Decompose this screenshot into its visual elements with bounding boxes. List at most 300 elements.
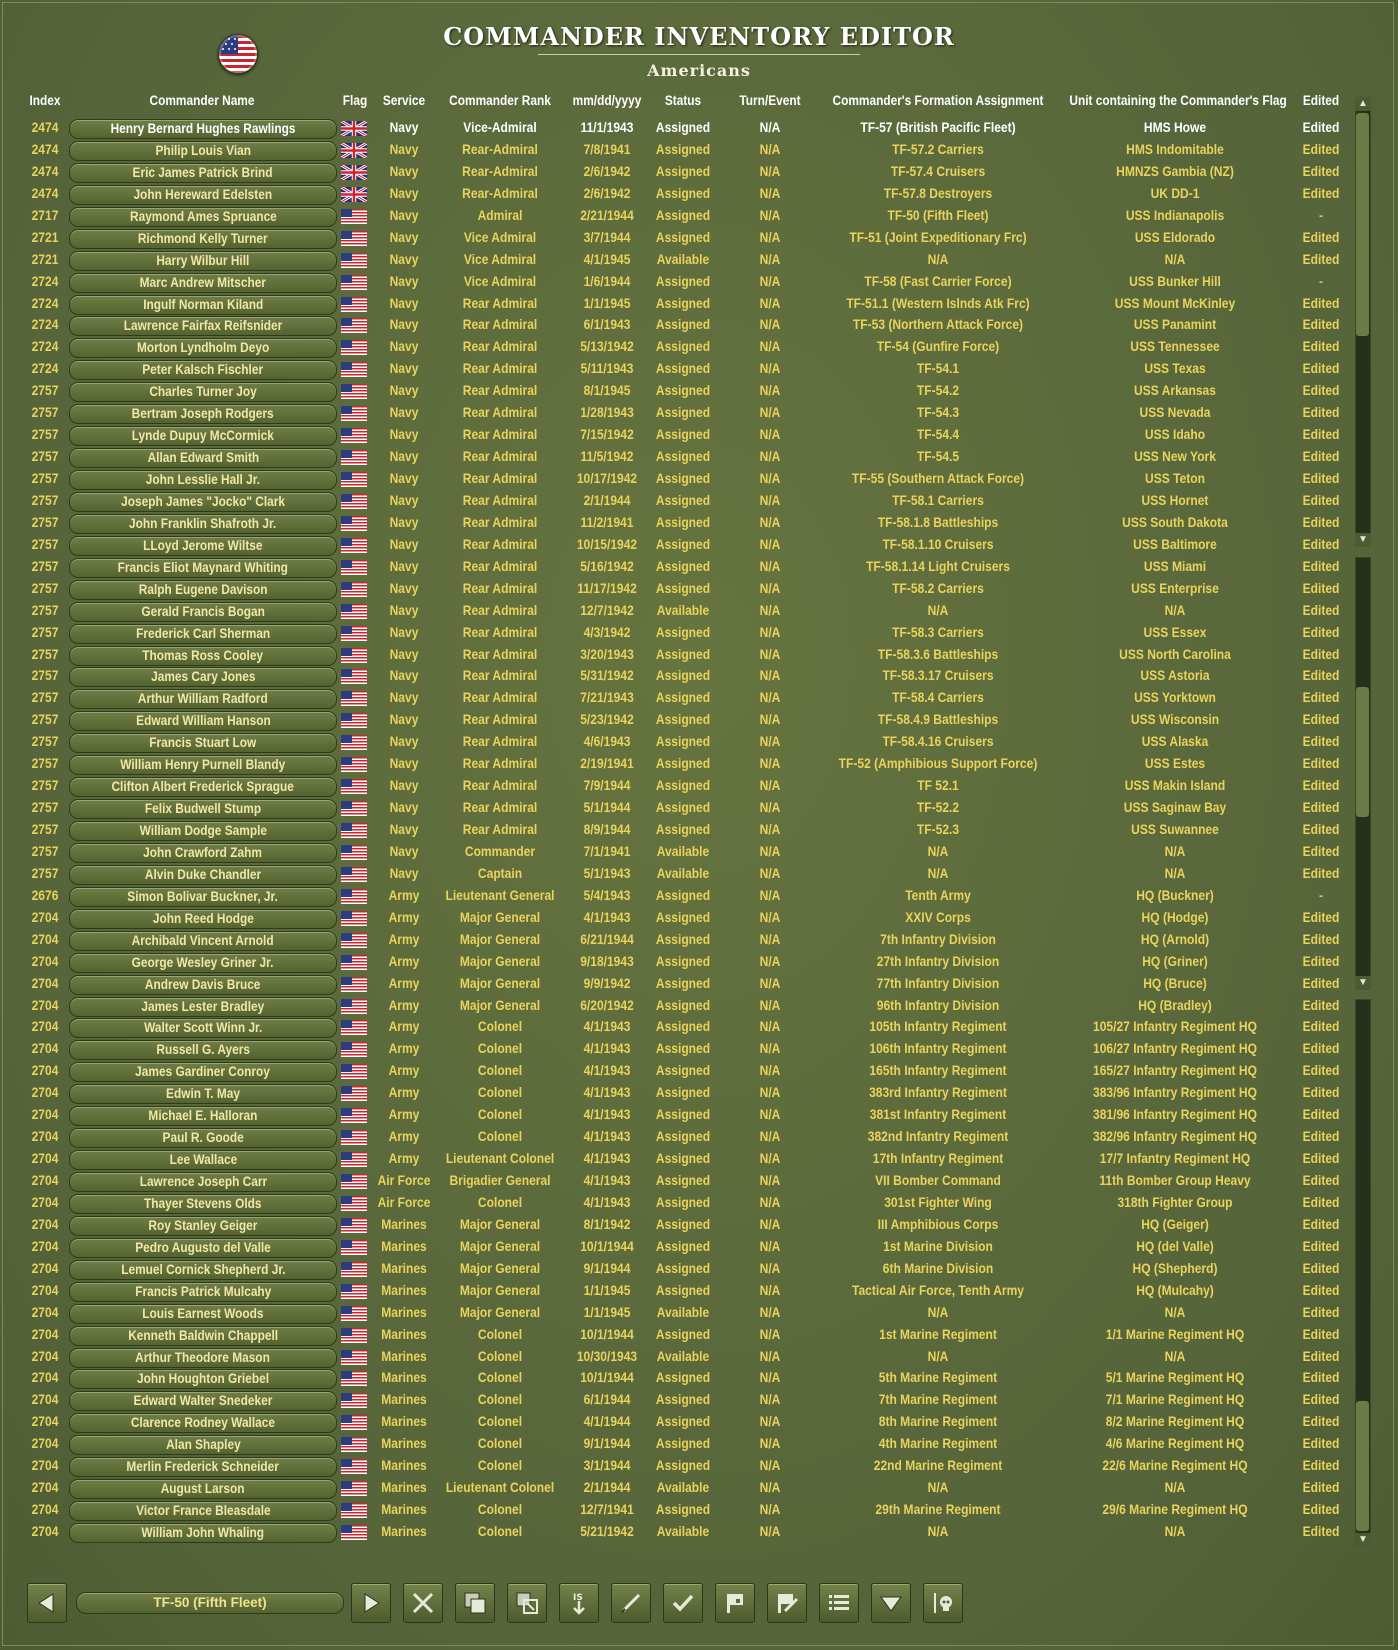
turn-cell: N/A	[759, 1128, 781, 1145]
commander-name-button[interactable]	[69, 1238, 337, 1258]
date-cell: 2/1/1944	[583, 1479, 631, 1496]
table-row[interactable]	[0, 358, 1360, 380]
scroll-down-icon[interactable]: ▼	[1355, 1533, 1371, 1547]
index-cell: 2474	[31, 119, 59, 135]
us-flag-icon	[341, 867, 367, 882]
status-cell: Assigned	[655, 228, 711, 245]
table-row[interactable]	[0, 1389, 1360, 1411]
table-row[interactable]	[0, 622, 1360, 644]
status-cell: Assigned	[655, 1193, 711, 1210]
commander-name-button[interactable]	[69, 273, 337, 293]
table-row[interactable]	[0, 1433, 1360, 1455]
commander-name-button[interactable]	[69, 251, 337, 271]
header-flag[interactable]: Flag	[342, 93, 368, 108]
unit-cell: 1/1 Marine Regiment HQ	[1105, 1325, 1245, 1342]
table-row[interactable]	[0, 907, 1360, 929]
edit-cell: Edited	[1302, 1215, 1340, 1232]
column-headers	[0, 93, 1398, 113]
table-row[interactable]	[0, 402, 1360, 424]
service-cell: Navy	[389, 842, 419, 859]
commander-name-button[interactable]	[69, 163, 337, 183]
table-row[interactable]	[0, 1082, 1360, 1104]
commander-name-button[interactable]	[69, 1216, 337, 1236]
us-flag-icon	[341, 1064, 367, 1079]
commander-name-button[interactable]	[69, 426, 337, 446]
commander-name-button[interactable]	[69, 295, 337, 315]
form-cell: TF-54.2	[916, 382, 960, 399]
unit-cell: N/A	[1164, 1479, 1186, 1496]
table-row[interactable]	[0, 1170, 1360, 1192]
commander-name-button[interactable]	[69, 185, 337, 205]
table-row[interactable]	[0, 249, 1360, 271]
commander-name-button[interactable]	[69, 1172, 337, 1192]
table-row[interactable]	[0, 1104, 1360, 1126]
commander-name-button[interactable]	[69, 624, 337, 644]
commander-name-button[interactable]	[69, 1040, 337, 1060]
rank-cell: Rear Admiral	[462, 470, 538, 486]
table-row[interactable]	[0, 665, 1360, 687]
commander-name-button[interactable]	[69, 733, 337, 753]
commander-name-button[interactable]	[69, 448, 337, 468]
unit-cell: USS Indianapolis	[1125, 206, 1225, 223]
unit-cell: USS Idaho	[1144, 426, 1206, 443]
table-row[interactable]	[0, 117, 1360, 139]
commander-name-button[interactable]	[69, 953, 337, 973]
us-flag-icon	[341, 1503, 367, 1518]
service-cell: Navy	[389, 316, 419, 333]
form-cell: 382nd Infantry Regiment	[867, 1128, 1009, 1145]
scroll-down-icon[interactable]: ▼	[1355, 976, 1371, 990]
rank-cell: Colonel	[477, 1523, 523, 1539]
unit-cell: 381/96 Infantry Regiment HQ	[1093, 1106, 1257, 1123]
commander-name-button[interactable]	[69, 1304, 337, 1324]
sort-button[interactable]	[559, 1583, 599, 1623]
commander-name-button[interactable]	[69, 646, 337, 666]
commander-name-button[interactable]	[69, 843, 337, 863]
edit-cell: Edited	[1302, 755, 1340, 772]
header-index[interactable]: Index	[29, 93, 61, 108]
table-row[interactable]	[0, 1126, 1360, 1148]
status-cell: Assigned	[655, 1040, 711, 1057]
turn-cell: N/A	[759, 250, 781, 267]
us-flag-icon	[341, 472, 367, 487]
commander-name-button[interactable]	[69, 667, 337, 687]
rank-cell: Captain	[477, 864, 523, 881]
next-button[interactable]	[351, 1583, 391, 1623]
commander-name-label: James Gardiner Conroy	[135, 1064, 271, 1080]
service-cell: Marines	[381, 1237, 427, 1254]
commander-name-button[interactable]	[69, 821, 337, 841]
unit-cell: USS Texas	[1144, 360, 1206, 377]
swap-button[interactable]	[507, 1583, 547, 1623]
commander-name-button[interactable]	[69, 360, 337, 380]
unit-cell: 8/2 Marine Regiment HQ	[1105, 1413, 1245, 1430]
form-cell: 77th Infantry Division	[876, 974, 1000, 991]
table-row[interactable]	[0, 1521, 1360, 1543]
table-row[interactable]	[0, 1367, 1360, 1389]
service-cell: Army	[388, 930, 420, 947]
commander-name-button[interactable]	[69, 1479, 337, 1499]
commander-name-button[interactable]	[69, 119, 337, 139]
commander-name-button[interactable]	[69, 1457, 337, 1477]
scroll-up-icon[interactable]: ▲	[1355, 97, 1371, 111]
table-row[interactable]	[0, 819, 1360, 841]
table-row[interactable]	[0, 1477, 1360, 1499]
commander-name-label: Lemuel Cornick Shepherd Jr.	[120, 1261, 286, 1277]
table-row[interactable]	[0, 556, 1360, 578]
service-cell: Navy	[389, 799, 419, 816]
commander-name-button[interactable]	[69, 1435, 337, 1455]
flag-cell	[341, 911, 369, 926]
commander-name-button[interactable]	[69, 580, 337, 600]
flag-cell	[341, 1350, 369, 1365]
commander-name-button[interactable]	[69, 799, 337, 819]
unit-cell: N/A	[1164, 601, 1186, 618]
table-row[interactable]	[0, 1499, 1360, 1521]
flag-cell	[341, 1459, 369, 1474]
commander-name-label: Arthur Theodore Mason	[135, 1349, 271, 1365]
header-rank[interactable]: Commander Rank	[449, 93, 551, 108]
table-row[interactable]	[0, 600, 1360, 622]
list-button[interactable]	[819, 1583, 859, 1623]
table-row[interactable]	[0, 271, 1360, 293]
unit-cell: 318th Fighter Group	[1117, 1193, 1233, 1210]
edit-cell: Edited	[1302, 1062, 1340, 1079]
service-cell: Navy	[389, 448, 419, 465]
header-edited[interactable]: Edited	[1302, 93, 1340, 108]
svg-text:IS: IS	[573, 1593, 583, 1603]
commander-name-button[interactable]	[69, 558, 337, 578]
table-row[interactable]	[0, 1346, 1360, 1368]
us-flag-icon	[341, 977, 367, 992]
flag-icon	[721, 1589, 749, 1617]
scrollbar-segment[interactable]	[1355, 557, 1371, 990]
commander-name-button[interactable]	[69, 1369, 337, 1389]
commander-name-button[interactable]	[69, 229, 337, 249]
commander-name-label: Andrew Davis Bruce	[145, 976, 261, 992]
delete-button[interactable]	[403, 1583, 443, 1623]
commander-name-label: Edward William Hanson	[135, 713, 271, 729]
commander-name-button[interactable]	[69, 1018, 337, 1038]
status-cell: Assigned	[655, 755, 711, 772]
unit-cell: HQ (Griner)	[1142, 952, 1208, 969]
form-cell: N/A	[927, 1347, 949, 1364]
us-flag-icon	[341, 999, 367, 1014]
commander-name-button[interactable]	[69, 1348, 337, 1368]
commander-name-button[interactable]	[69, 1326, 337, 1346]
edit-cell: Edited	[1302, 1391, 1340, 1408]
commander-name-label: Russell G. Ayers	[156, 1042, 250, 1058]
index-cell: 2704	[31, 1018, 59, 1035]
turn-cell: N/A	[759, 382, 781, 399]
edit-cell: Edited	[1302, 513, 1340, 530]
table-row[interactable]	[0, 314, 1360, 336]
form-cell: TF-54.5	[916, 448, 960, 465]
date-cell: 4/1/1943	[583, 1172, 631, 1188]
date-cell: 4/6/1943	[583, 733, 631, 750]
index-cell: 2704	[31, 1281, 59, 1298]
scrollbar-segment[interactable]	[1355, 999, 1371, 1547]
commander-name-button[interactable]	[69, 207, 337, 227]
us-flag-icon	[341, 275, 367, 290]
status-cell: Available	[656, 864, 710, 881]
commander-name-button[interactable]	[69, 382, 337, 402]
commander-name-label: Felix Budwell Stump	[144, 801, 262, 817]
kill-button[interactable]	[923, 1583, 963, 1623]
table-row[interactable]	[0, 336, 1360, 358]
index-cell: 2704	[31, 1172, 59, 1188]
us-flag-icon	[341, 648, 367, 663]
index-cell: 2704	[31, 1369, 59, 1386]
rank-cell: Colonel	[477, 1347, 523, 1364]
commander-name-button[interactable]	[69, 536, 337, 556]
table-row[interactable]	[0, 951, 1360, 973]
commander-name-button[interactable]	[69, 1260, 337, 1280]
service-cell: Navy	[389, 601, 419, 618]
commander-name-button[interactable]	[69, 689, 337, 709]
table-row[interactable]	[0, 1236, 1360, 1258]
flag-cell	[341, 713, 369, 728]
table-row[interactable]	[0, 578, 1360, 600]
rank-cell: Colonel	[477, 1040, 523, 1057]
table-row[interactable]	[0, 753, 1360, 775]
table-row[interactable]	[0, 1038, 1360, 1060]
scrollbar-segment[interactable]	[1355, 97, 1371, 547]
status-cell: Available	[656, 250, 710, 267]
edit-cell: Edited	[1302, 1150, 1340, 1167]
commander-name-button[interactable]	[69, 1523, 337, 1543]
form-cell: TF-54.1	[916, 360, 960, 377]
edit-button[interactable]	[611, 1583, 651, 1623]
table-row[interactable]	[0, 1214, 1360, 1236]
table-row[interactable]	[0, 424, 1360, 446]
header-turn[interactable]: Turn/Event	[739, 93, 801, 108]
commander-name-label: William John Whaling	[141, 1525, 265, 1540]
commander-name-button[interactable]	[69, 1501, 337, 1521]
commander-name-button[interactable]	[69, 887, 337, 907]
table-row[interactable]	[0, 841, 1360, 863]
commander-name-label: Richmond Kelly Turner	[138, 230, 268, 246]
commander-name-label: Arthur William Radford	[138, 691, 268, 707]
commander-name-button[interactable]	[69, 338, 337, 358]
table-row[interactable]	[0, 293, 1360, 315]
table-row[interactable]	[0, 687, 1360, 709]
commander-name-button[interactable]	[69, 997, 337, 1017]
edit-cell: Edited	[1302, 1369, 1340, 1386]
rank-cell: Commander	[464, 842, 536, 859]
flag-button[interactable]	[715, 1583, 755, 1623]
table-row[interactable]	[0, 205, 1360, 227]
unit-cell: USS Makin Island	[1124, 777, 1226, 794]
table-row[interactable]	[0, 973, 1360, 995]
commander-name-button[interactable]	[69, 1150, 337, 1170]
commander-name-button[interactable]	[69, 1194, 337, 1214]
service-cell: Marines	[381, 1347, 427, 1364]
commander-name-button[interactable]	[69, 602, 337, 622]
commander-name-button[interactable]	[69, 865, 337, 885]
confirm-button[interactable]	[663, 1583, 703, 1623]
table-row[interactable]	[0, 183, 1360, 205]
table-row[interactable]	[0, 885, 1360, 907]
rank-cell: Vice Admiral	[463, 250, 537, 267]
commander-name-button[interactable]	[69, 975, 337, 995]
status-cell: Assigned	[655, 448, 711, 465]
table-row[interactable]	[0, 1280, 1360, 1302]
table-row[interactable]	[0, 446, 1360, 468]
header-name[interactable]: Commander Name	[149, 93, 255, 108]
flag-cell	[341, 340, 369, 355]
status-cell: Assigned	[655, 470, 711, 486]
header-unit[interactable]: Unit containing the Commander's Flag	[1069, 93, 1287, 108]
flag-cell	[341, 648, 369, 663]
service-cell: Navy	[389, 272, 419, 289]
commander-name-button[interactable]	[69, 931, 337, 951]
service-cell: Marines	[381, 1259, 427, 1276]
table-row[interactable]	[0, 139, 1360, 161]
unit-cell: HQ (Shepherd)	[1132, 1259, 1218, 1276]
table-row[interactable]	[0, 1455, 1360, 1477]
commander-name-button[interactable]	[69, 1128, 337, 1148]
us-flag-icon	[341, 823, 367, 838]
rank-cell: Colonel	[477, 1128, 523, 1145]
table-row[interactable]	[0, 995, 1360, 1017]
commander-name-button[interactable]	[69, 514, 337, 534]
scroll-thumb[interactable]	[1356, 113, 1369, 336]
index-cell: 2704	[31, 952, 59, 969]
commander-name-button[interactable]	[69, 909, 337, 929]
table-row[interactable]	[0, 380, 1360, 402]
edit-flag-button[interactable]	[767, 1583, 807, 1623]
table-row[interactable]	[0, 227, 1360, 249]
table-row[interactable]	[0, 534, 1360, 556]
service-cell: Navy	[389, 864, 419, 881]
rank-cell: Rear Admiral	[462, 601, 538, 618]
unit-cell: USS Baltimore	[1133, 535, 1217, 552]
flag-cell	[341, 428, 369, 443]
date-cell: 12/7/1941	[580, 1501, 634, 1518]
commander-name-button[interactable]	[69, 1413, 337, 1433]
commander-name-label: Lynde Dupuy McCormick	[131, 428, 275, 444]
skull-icon	[929, 1589, 957, 1617]
table-row[interactable]	[0, 490, 1360, 512]
edit-cell: Edited	[1302, 426, 1340, 443]
commander-name-button[interactable]	[69, 1062, 337, 1082]
commander-name-button[interactable]	[69, 1282, 337, 1302]
table-row[interactable]	[0, 161, 1360, 183]
unit-cell: N/A	[1164, 1523, 1186, 1539]
index-cell: 2757	[31, 623, 59, 640]
nation-subtitle: Americans	[647, 61, 751, 80]
table-row[interactable]	[0, 512, 1360, 534]
table-row[interactable]	[0, 1324, 1360, 1346]
unit-cell: USS Enterprise	[1131, 579, 1219, 596]
flag-cell	[341, 779, 369, 794]
edit-cell: Edited	[1302, 1501, 1340, 1518]
prev-button[interactable]	[27, 1583, 67, 1623]
commander-name-button[interactable]	[69, 1391, 337, 1411]
rank-cell: Major General	[459, 996, 541, 1013]
unit-cell: 17/7 Infantry Regiment HQ	[1099, 1150, 1251, 1167]
turn-cell: N/A	[759, 1084, 781, 1101]
commander-name-button[interactable]	[69, 1106, 337, 1126]
edit-flag-icon	[773, 1589, 801, 1617]
commander-name-button[interactable]	[69, 777, 337, 797]
table-row[interactable]	[0, 863, 1360, 885]
commander-name-button[interactable]	[69, 1084, 337, 1104]
form-cell: TF-58.3.17 Cruisers	[882, 667, 994, 684]
dropdown-button[interactable]	[871, 1583, 911, 1623]
header-service[interactable]: Service	[382, 93, 426, 108]
form-cell: N/A	[927, 1479, 949, 1496]
commander-name-button[interactable]	[69, 141, 337, 161]
table-row[interactable]	[0, 644, 1360, 666]
index-cell: 2704	[31, 1193, 59, 1210]
service-cell: Navy	[389, 513, 419, 530]
turn-cell: N/A	[759, 1062, 781, 1079]
formation-selector[interactable]: TF-50 (Fifth Fleet)	[76, 1592, 344, 1614]
scroll-thumb[interactable]	[1356, 1401, 1369, 1531]
commander-name-button[interactable]	[69, 470, 337, 490]
date-cell: 2/6/1942	[583, 162, 631, 179]
table-row[interactable]	[0, 797, 1360, 819]
table-row[interactable]	[0, 1192, 1360, 1214]
commander-name-button[interactable]	[69, 404, 337, 424]
edit-cell: Edited	[1302, 228, 1340, 245]
table-row[interactable]	[0, 1060, 1360, 1082]
commander-name-button[interactable]	[69, 755, 337, 775]
unit-cell: USS Alaska	[1141, 733, 1209, 750]
index-cell: 2757	[31, 579, 59, 596]
index-cell: 2757	[31, 382, 59, 399]
status-cell: Assigned	[655, 491, 711, 508]
table-row[interactable]	[0, 1258, 1360, 1280]
flag-cell	[341, 209, 369, 224]
turn-cell: N/A	[759, 119, 781, 135]
flag-cell	[341, 121, 369, 136]
unit-cell: USS Saginaw Bay	[1123, 799, 1227, 816]
rank-cell: Rear Admiral	[462, 711, 538, 728]
unit-cell: USS Suwannee	[1131, 821, 1219, 837]
table-row[interactable]	[0, 775, 1360, 797]
commander-name-button[interactable]	[69, 711, 337, 731]
table-row[interactable]	[0, 709, 1360, 731]
commander-name-button[interactable]	[69, 492, 337, 512]
scroll-down-icon[interactable]: ▼	[1355, 533, 1371, 547]
header-date[interactable]: mm/dd/yyyy	[572, 93, 642, 108]
turn-cell: N/A	[759, 1281, 781, 1298]
unit-cell: USS New York	[1134, 448, 1216, 465]
header-formation[interactable]: Commander's Formation Assignment	[832, 93, 1044, 108]
header-status[interactable]: Status	[664, 93, 702, 108]
table-row[interactable]	[0, 929, 1360, 951]
table-row[interactable]	[0, 1302, 1360, 1324]
status-cell: Assigned	[655, 1501, 711, 1518]
form-cell: 106th Infantry Regiment	[869, 1040, 1007, 1057]
us-flag-icon	[341, 494, 367, 509]
copy-button[interactable]	[455, 1583, 495, 1623]
rank-cell: Rear Admiral	[462, 513, 538, 530]
turn-cell: N/A	[759, 755, 781, 772]
table-row[interactable]	[0, 1411, 1360, 1433]
table-row[interactable]	[0, 731, 1360, 753]
table-row[interactable]	[0, 468, 1360, 490]
scroll-thumb[interactable]	[1356, 687, 1369, 817]
commander-name-button[interactable]	[69, 316, 337, 336]
turn-cell: N/A	[759, 162, 781, 179]
table-row[interactable]	[0, 1016, 1360, 1038]
table-row[interactable]	[0, 1148, 1360, 1170]
form-cell: 4th Marine Regiment	[878, 1435, 998, 1452]
